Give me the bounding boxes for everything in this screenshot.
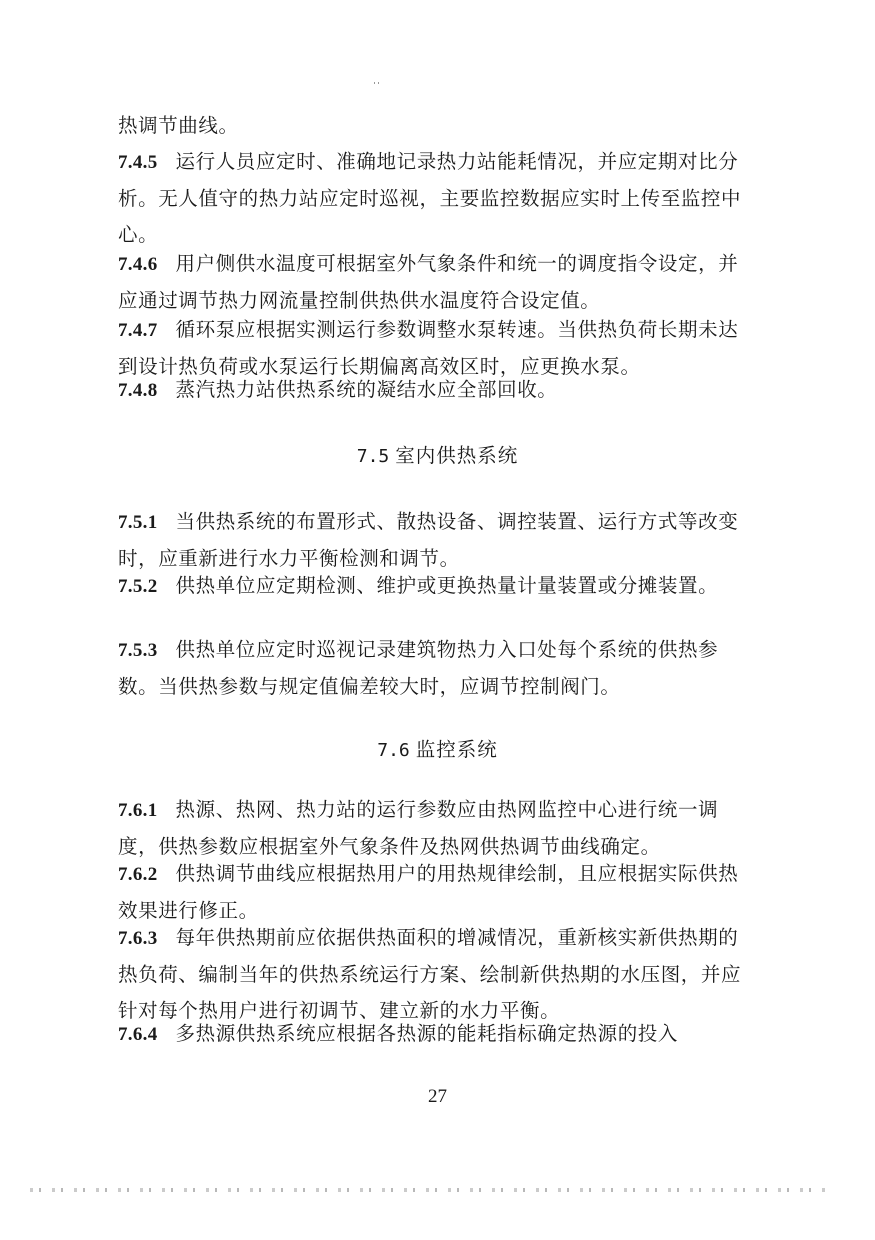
clause-number: 7.6.1 xyxy=(118,800,158,821)
paragraph-continuation xyxy=(118,108,754,144)
clause-number: 7.4.7 xyxy=(118,320,158,341)
clause-number: 7.4.6 xyxy=(118,254,158,275)
clause-number: 7.4.8 xyxy=(118,380,158,401)
clause-number: 7.6.2 xyxy=(118,864,158,885)
clause-7-4-6 xyxy=(118,246,754,319)
clause-7-5-2 xyxy=(118,568,754,605)
section-number: 7.6 xyxy=(377,740,410,761)
clause-text: 蒸汽热力站供热系统的凝结水应全部回收。 xyxy=(175,378,558,401)
section-title: 监控系统 xyxy=(415,738,498,761)
clause-text: 供热调节曲线应根据热用户的用热规律绘制，且应根据实际供热效果进行修正。 xyxy=(118,862,739,922)
scan-artifact xyxy=(374,82,382,84)
clause-text: 多热源供热系统应根据各热源的能耗指标确定热源的投入 xyxy=(175,1022,679,1045)
clause-text: 用户侧供水温度可根据室外气象条件和统一的调度指令设定，并应通过调节热力网流量控制供热供水温度符合设定值。 xyxy=(118,252,739,312)
clause-text: 每年供热期前应依据供热面积的增减情况，重新核实新供热期的热负荷、编制当年的供热系统运行方案、绘制新供热期的水压图，并应针对每个热用户进行初调节、建立新的水力平衡。 xyxy=(118,926,742,1022)
clause-7-5-1 xyxy=(118,504,754,577)
section-heading-7-5 xyxy=(0,440,875,468)
clause-text: 当供热系统的布置形式、散热设备、调控装置、运行方式等改变时，应重新进行水力平衡检测和调节。 xyxy=(118,510,739,570)
clause-number: 7.5.3 xyxy=(118,640,158,661)
clause-number: 7.6.3 xyxy=(118,928,158,949)
clause-7-6-1 xyxy=(118,792,754,865)
clause-text: 供热单位应定期检测、维护或更换热量计量装置或分摊装置。 xyxy=(175,574,719,597)
section-heading-7-6 xyxy=(0,734,875,762)
clause-text: 供热单位应定时巡视记录建筑物热力入口处每个系统的供热参数。当供热参数与规定值偏差较大时，应调节控制阀门。 xyxy=(118,638,719,698)
page-number: 27 xyxy=(428,1086,447,1107)
clause-text: 热源、热网、热力站的运行参数应由热网监控中心进行统一调度，供热参数应根据室外气象条件及热网供热调节曲线确定。 xyxy=(118,798,719,858)
clause-number: 7.4.5 xyxy=(118,152,158,173)
clause-7-6-4 xyxy=(118,1016,754,1053)
clause-7-6-3 xyxy=(118,920,754,1029)
clause-7-6-2 xyxy=(118,856,754,929)
scan-artifact-line xyxy=(30,1188,830,1192)
clause-7-5-3 xyxy=(118,632,754,705)
clause-7-4-5 xyxy=(118,144,754,253)
clause-7-4-8 xyxy=(118,372,754,409)
section-number: 7.5 xyxy=(356,446,390,467)
clause-text: 循环泵应根据实测运行参数调整水泵转速。当供热负荷长期未达到设计热负荷或水泵运行长期偏离高效区时，应更换水泵。 xyxy=(118,318,739,378)
clause-number: 7.6.4 xyxy=(118,1024,158,1045)
section-title: 室内供热系统 xyxy=(395,444,519,467)
clause-number: 7.5.1 xyxy=(118,512,158,533)
clause-text: 运行人员应定时、准确地记录热力站能耗情况，并应定期对比分析。无人值守的热力站应定时巡视，主要监控数据应实时上传至监控中心。 xyxy=(118,150,742,246)
paragraph-text: 热调节曲线。 xyxy=(118,114,239,137)
clause-number: 7.5.2 xyxy=(118,576,158,597)
